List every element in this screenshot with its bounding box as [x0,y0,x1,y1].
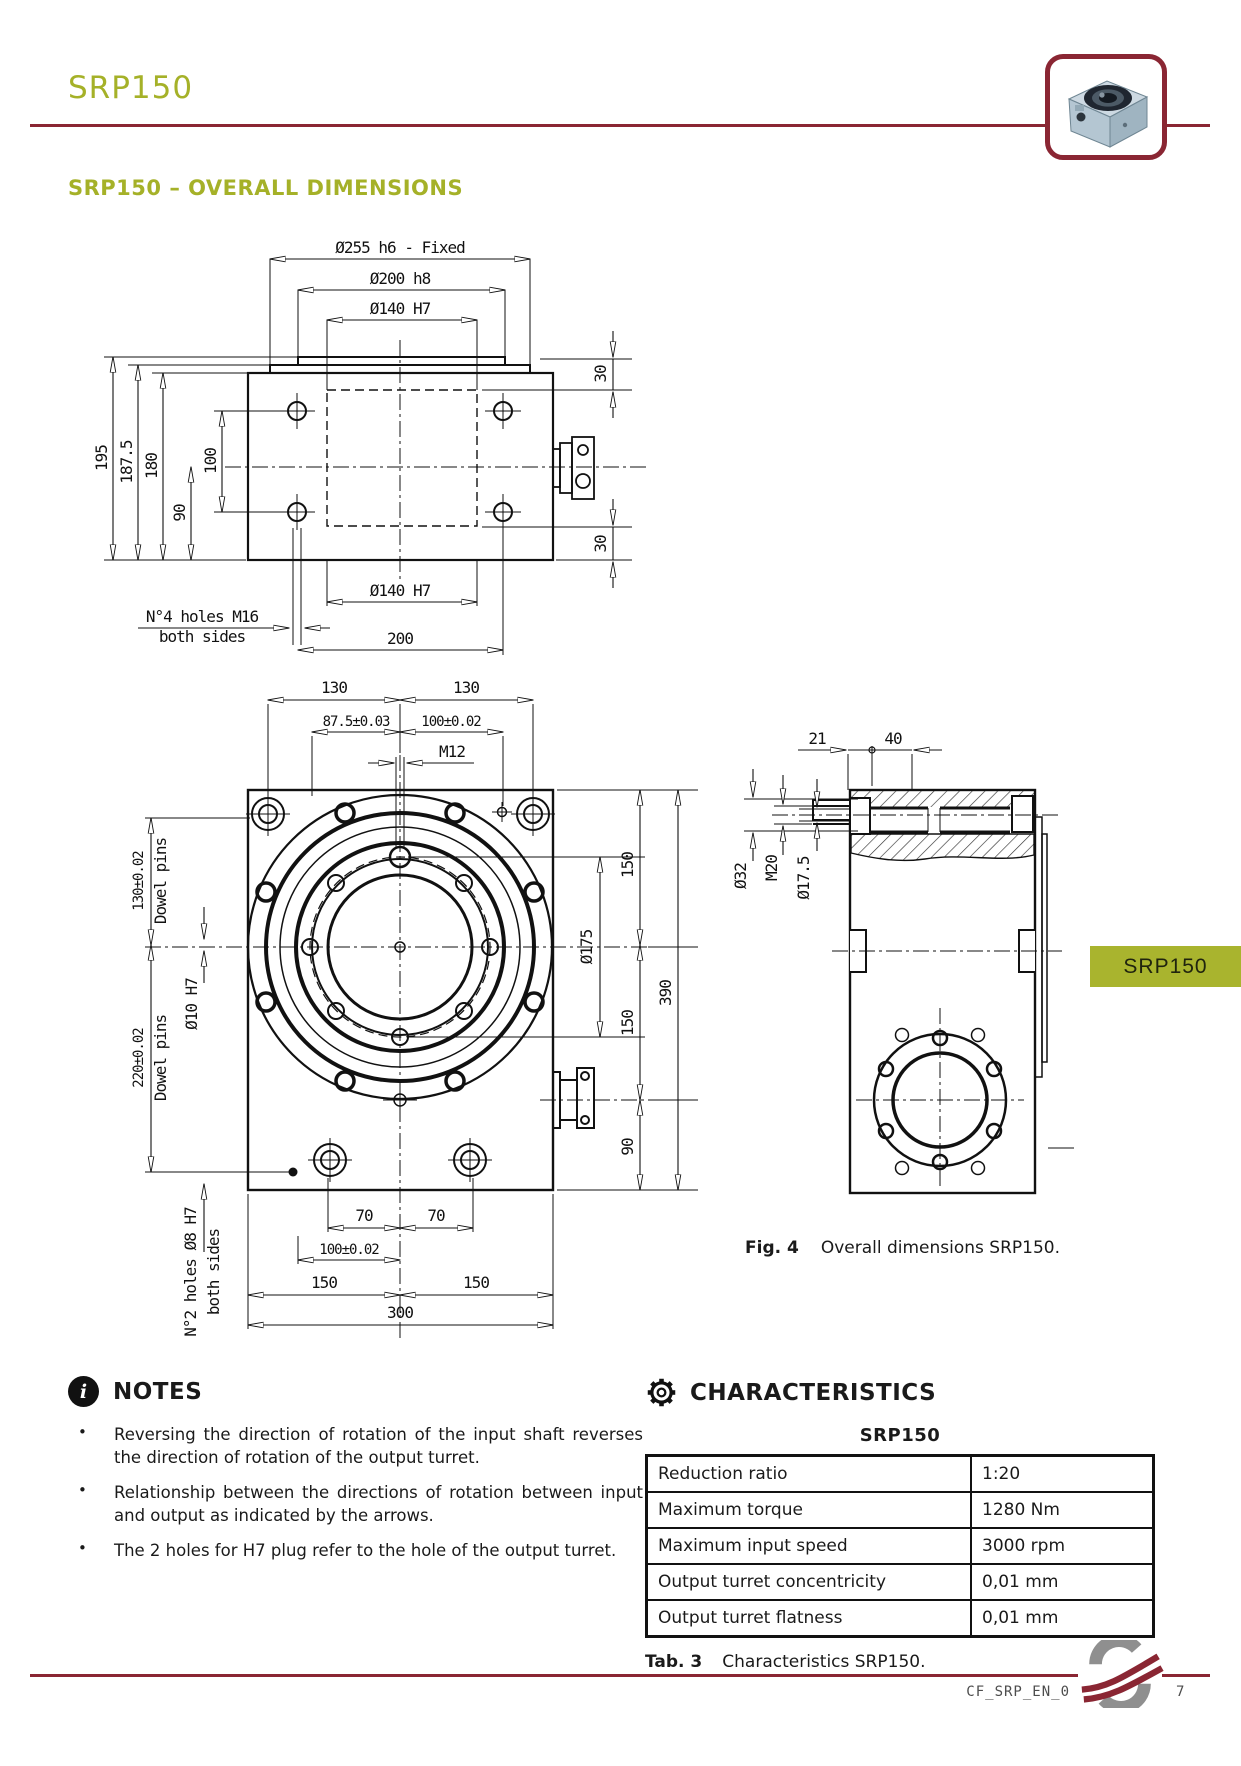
note-holes-o8-line2: both sides [204,1228,223,1316]
dim-195: 195 [92,445,111,471]
dim-dia-10: Ø10 H7 [182,978,201,1030]
table-row [647,1528,1154,1564]
row-value: 0,01 mm [971,1564,1154,1600]
dim-300: 300 [387,1303,413,1322]
label-dowel-pins-2: Dowel pins [151,1014,170,1102]
notes-section [68,1376,643,1574]
bullet-icon: • [78,1423,87,1441]
dim-100-bottom: 100±0.02 [319,1242,379,1258]
dim-200: 200 [387,629,413,648]
table-title: SRP150 [859,1425,941,1446]
page-number: 7 [1176,1684,1185,1700]
dim-180: 180 [142,453,161,479]
dim-150-top: 150 [618,852,637,878]
note-item [68,1481,643,1527]
bullet-icon: • [78,1481,87,1499]
dim-150-br: 150 [463,1273,489,1292]
table-row [647,1492,1154,1528]
dim-100-top: 100±0.02 [421,714,481,730]
bullet-icon: • [78,1539,87,1557]
dim-m20: M20 [762,855,781,881]
dim-100: 100 [201,448,220,474]
notes-heading: NOTES [113,1378,203,1405]
row-value: 1280 Nm [971,1492,1154,1528]
table-caption-text: Characteristics SRP150. [722,1652,926,1672]
dim-dia-140-bottom: Ø140 H7 [369,581,431,600]
side-tab: SRP150 [1090,946,1241,987]
dim-30-bottom: 30 [591,535,610,553]
footer-divider-right [1162,1674,1210,1677]
dim-87-5: 87.5±0.03 [322,714,390,730]
characteristics-section [645,1376,1155,1672]
figure-caption [745,1238,1060,1258]
label-dowel-pins-1: Dowel pins [151,837,170,925]
characteristics-heading: CHARACTERISTICS [690,1379,937,1406]
company-logo [1076,1640,1164,1708]
note-holes-m16-line2: both sides [158,627,246,646]
row-label: Reduction ratio [647,1456,972,1493]
row-value: 0,01 mm [971,1600,1154,1637]
header-divider [30,124,1210,127]
top-view-drawing [92,238,648,655]
product-photo [1055,65,1157,150]
figure-label: Fig. 4 [745,1238,799,1258]
table-caption-label: Tab. 3 [645,1652,703,1672]
side-view-drawing [731,729,1074,1193]
note-item [68,1539,643,1562]
dim-130-dowel: 130±0.02 [131,851,147,911]
dim-30-top: 30 [591,365,610,383]
note-holes-m16-line1: N°4 holes M16 [145,607,259,626]
dim-220-dowel: 220±0.02 [131,1028,147,1088]
dim-21: 21 [808,729,826,748]
dim-m12: M12 [439,742,465,761]
dim-90: 90 [170,504,189,522]
footer-doc-code: CF_SRP_EN_0 [966,1684,1070,1700]
dim-dia-17-5: Ø17.5 [794,856,813,900]
overall-dimensions-drawing [0,210,1241,1350]
dim-70-right: 70 [427,1206,445,1225]
dim-187-5: 187.5 [117,440,136,484]
dim-90-front: 90 [618,1138,637,1156]
table-row [647,1564,1154,1600]
dim-dia-140-top: Ø140 H7 [369,299,431,318]
dim-130-left: 130 [321,678,347,697]
section-title: SRP150 – OVERALL DIMENSIONS [68,176,464,200]
info-icon: i [68,1376,99,1407]
row-label: Maximum input speed [647,1528,972,1564]
dim-150-bottom: 150 [618,1010,637,1036]
dim-390: 390 [656,980,675,1006]
front-view-drawing [131,678,698,1338]
note-holes-o8-line1: N°2 holes Ø8 H7 [181,1207,200,1337]
row-value: 1:20 [971,1456,1154,1493]
note-text: Reversing the direction of rotation of the input shaft reverses the direction of rotation of the output turret. [114,1425,643,1467]
row-value: 3000 rpm [971,1528,1154,1564]
dim-dia-255: Ø255 h6 - Fixed [335,238,465,257]
table-row [647,1456,1154,1493]
note-text: The 2 holes for H7 plug refer to the hole of the output turret. [114,1541,617,1560]
characteristics-table [645,1454,1155,1638]
dim-40: 40 [884,729,902,748]
dim-70-left: 70 [355,1206,373,1225]
product-photo-box [1045,54,1167,160]
dim-dia-200: Ø200 h8 [369,269,431,288]
gear-icon [645,1376,678,1409]
input-shaft-front-view [553,1068,594,1128]
footer-divider-left [30,1674,1078,1677]
row-label: Output turret flatness [647,1600,972,1637]
dim-dia-175: Ø175 [577,929,596,965]
note-item [68,1423,643,1469]
figure-caption-text: Overall dimensions SRP150. [820,1238,1061,1258]
dim-dia-32: Ø32 [731,863,750,889]
dim-130-right: 130 [453,678,479,697]
note-text: Relationship between the directions of rotation between input and output as indicated by the arrows. [114,1483,643,1525]
row-label: Output turret concentricity [647,1564,972,1600]
dim-150-bl: 150 [311,1273,337,1292]
page-title: SRP150 [68,70,194,106]
row-label: Maximum torque [647,1492,972,1528]
input-shaft-top-view [553,437,594,499]
table-row [647,1600,1154,1637]
